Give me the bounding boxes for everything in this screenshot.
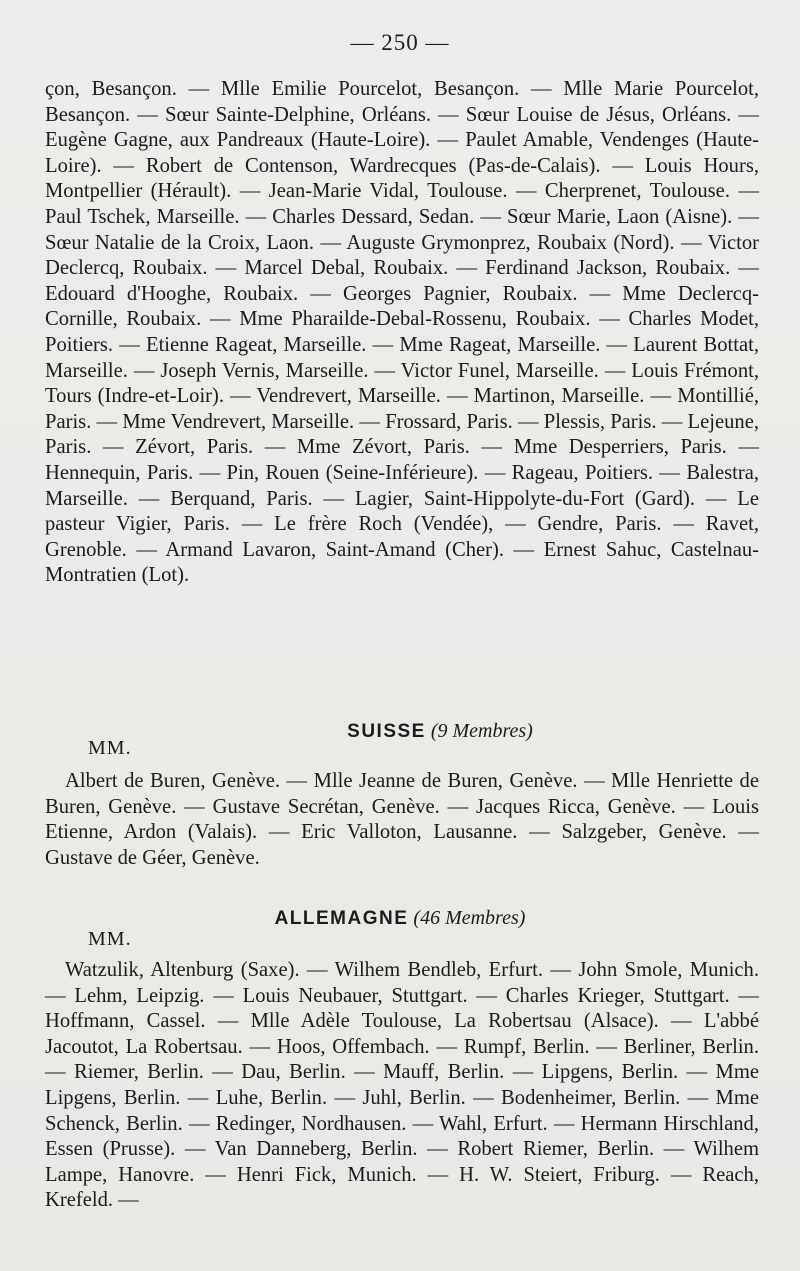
member-list-suisse-text: Albert de Buren, Genève. — Mlle Jeanne de Buren, Genève. — Mlle Henriette de Buren, Genève. — Gustave Secrétan, Genève. — Jacques Ricca, Genève. — Louis Etienne, Ardon (Valais). — Eric Valloton, Lausanne. — Salzgeber, Genève. — Gustave de Géer, Genève.	[45, 770, 759, 869]
page-number: — 250 —	[350, 30, 450, 55]
section-count-allemagne: (46 Membres)	[413, 907, 526, 929]
member-list-france-text: çon, Besançon. — Mlle Emilie Pourcelot, Besançon. — Mlle Marie Pourcelot, Besançon. — Sœur Sainte-Delphine, Orléans. — Sœur Louise de Jésus, Orléans. — Eugène Gagne, aux Pandreaux (Haute-Loire). — Paulet Amable, Vendenges (Haute-Loire). — Robert de Contenson, Wardrecques (Pas-de-Calais). — Louis Hours, Montpellier (Hérault). — Jean-Marie Vidal, Toulouse. — Cherprenet, Toulouse. — Paul Tschek, Marseille. — Charles Dessard, Sedan. — Sœur Marie, Laon (Aisne). — Sœur Natalie de la Croix, Laon. — Auguste Grymonprez, Roubaix (Nord). — Victor Declercq, Roubaix. — Marcel Debal, Roubaix. — Ferdinand Jackson, Roubaix. — Edouard d'Hooghe, Roubaix. — Georges Pagnier, Roubaix. — Mme Declercq-Cornille, Roubaix. — Mme Pharailde-Debal-Rossenu, Roubaix. — Charles Modet, Poitiers. — Etienne Rageat, Marseille. — Mme Rageat, Marseille. — Laurent Bottat, Marseille. — Joseph Vernis, Marseille. — Victor Funel, Marseille. — Louis Frémont, Tours (Indre-et-Loir). — Vendrevert, Marseille. — Martinon, Marseille. — Montillié, Paris. — Mme Vendrevert, Marseille. — Frossard, Paris. — Plessis, Paris. — Lejeune, Paris. — Zévort, Paris. — Mme Zévort, Paris. — Mme Desperriers, Paris. — Hennequin, Paris. — Pin, Rouen (Seine-Inférieure). — Rageau, Poitiers. — Balestra, Marseille. — Berquand, Paris. — Lagier, Saint-Hippolyte-du-Fort (Gard). — Le pasteur Vigier, Paris. — Le frère Roch (Vendée), — Gendre, Paris. — Ravet, Grenoble. — Armand Lavaron, Saint-Amand (Cher). — Ernest Sahuc, Castelnau-Montratien (Lot).	[45, 78, 759, 587]
section-country-suisse: SUISSE	[347, 721, 426, 742]
member-list-france	[45, 77, 759, 589]
mm-label-suisse: MM.	[88, 737, 132, 759]
member-list-allemagne-text: Watzulik, Altenburg (Saxe). — Wilhem Bendleb, Erfurt. — John Smole, Munich. — Lehm, Leipzig. — Louis Neubauer, Stuttgart. — Charles Krieger, Stuttgart. — Hoffmann, Cassel. — Mlle Adèle Toulouse, La Robertsau (Alsace). — L'abbé Jacoutot, La Robertsau. — Hoos, Offembach. — Rumpf, Berlin. — Berliner, Berlin. — Riemer, Berlin. — Dau, Berlin. — Mauff, Berlin. — Lipgens, Berlin. — Mme Lipgens, Berlin. — Luhe, Berlin. — Juhl, Berlin. — Bodenheimer, Berlin. — Mme Schenck, Berlin. — Redinger, Nordhausen. — Wahl, Erfurt. — Hermann Hirschland, Essen (Prusse). — Van Danneberg, Berlin. — Robert Riemer, Berlin. — Wilhem Lampe, Hanovre. — Henri Fick, Munich. — H. W. Steiert, Friburg. — Reach, Krefeld. —	[45, 959, 759, 1212]
mm-label-allemagne: MM.	[88, 928, 132, 950]
section-heading-suisse	[40, 720, 800, 743]
member-list-allemagne	[45, 958, 759, 1214]
section-heading-allemagne	[0, 907, 800, 930]
member-list-suisse	[45, 769, 759, 871]
section-country-allemagne: ALLEMAGNE	[274, 908, 409, 929]
section-count-suisse: (9 Membres)	[430, 720, 533, 742]
